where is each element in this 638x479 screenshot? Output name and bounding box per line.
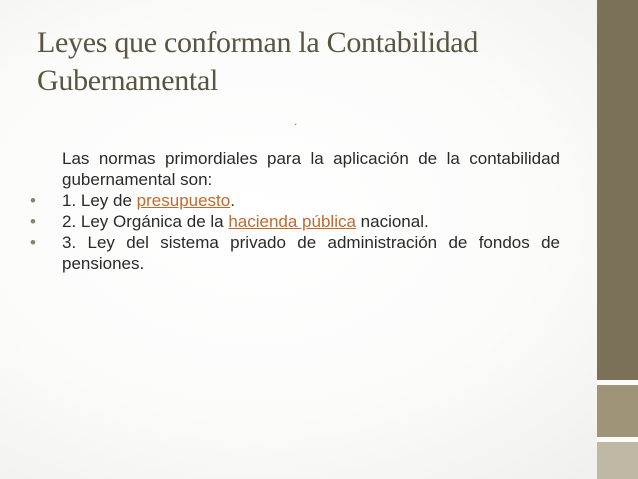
title-line-2: Gubernamental — [37, 64, 219, 97]
slide-body — [30, 148, 560, 274]
stray-dot: . — [294, 114, 298, 128]
list-item-text: 1. Ley de — [62, 191, 137, 210]
list-item-text: . — [230, 191, 235, 210]
side-bar-mid-block — [597, 385, 638, 437]
list-item-text: 2. Ley Orgánica de la — [62, 212, 229, 231]
side-bar-light-block — [597, 442, 638, 479]
slide-title — [37, 24, 577, 100]
intro-paragraph: Las normas primordiales para la aplicación de la contabilidad gubernamental son: — [62, 149, 560, 189]
decorative-side-bar — [597, 0, 638, 479]
list-item — [30, 190, 560, 211]
list-item-text: 3. Ley del sistema privado de administración de fondos de pensiones. — [62, 233, 560, 273]
list-item — [30, 232, 560, 274]
side-bar-dark-block — [597, 0, 638, 380]
link-hacienda-publica[interactable]: hacienda pública — [228, 212, 356, 231]
link-presupuesto[interactable]: presupuesto — [136, 191, 231, 210]
title-line-1: Leyes que conforman la Contabilidad — [37, 26, 479, 59]
list-item-text: nacional. — [355, 212, 429, 231]
list-item — [30, 211, 560, 232]
